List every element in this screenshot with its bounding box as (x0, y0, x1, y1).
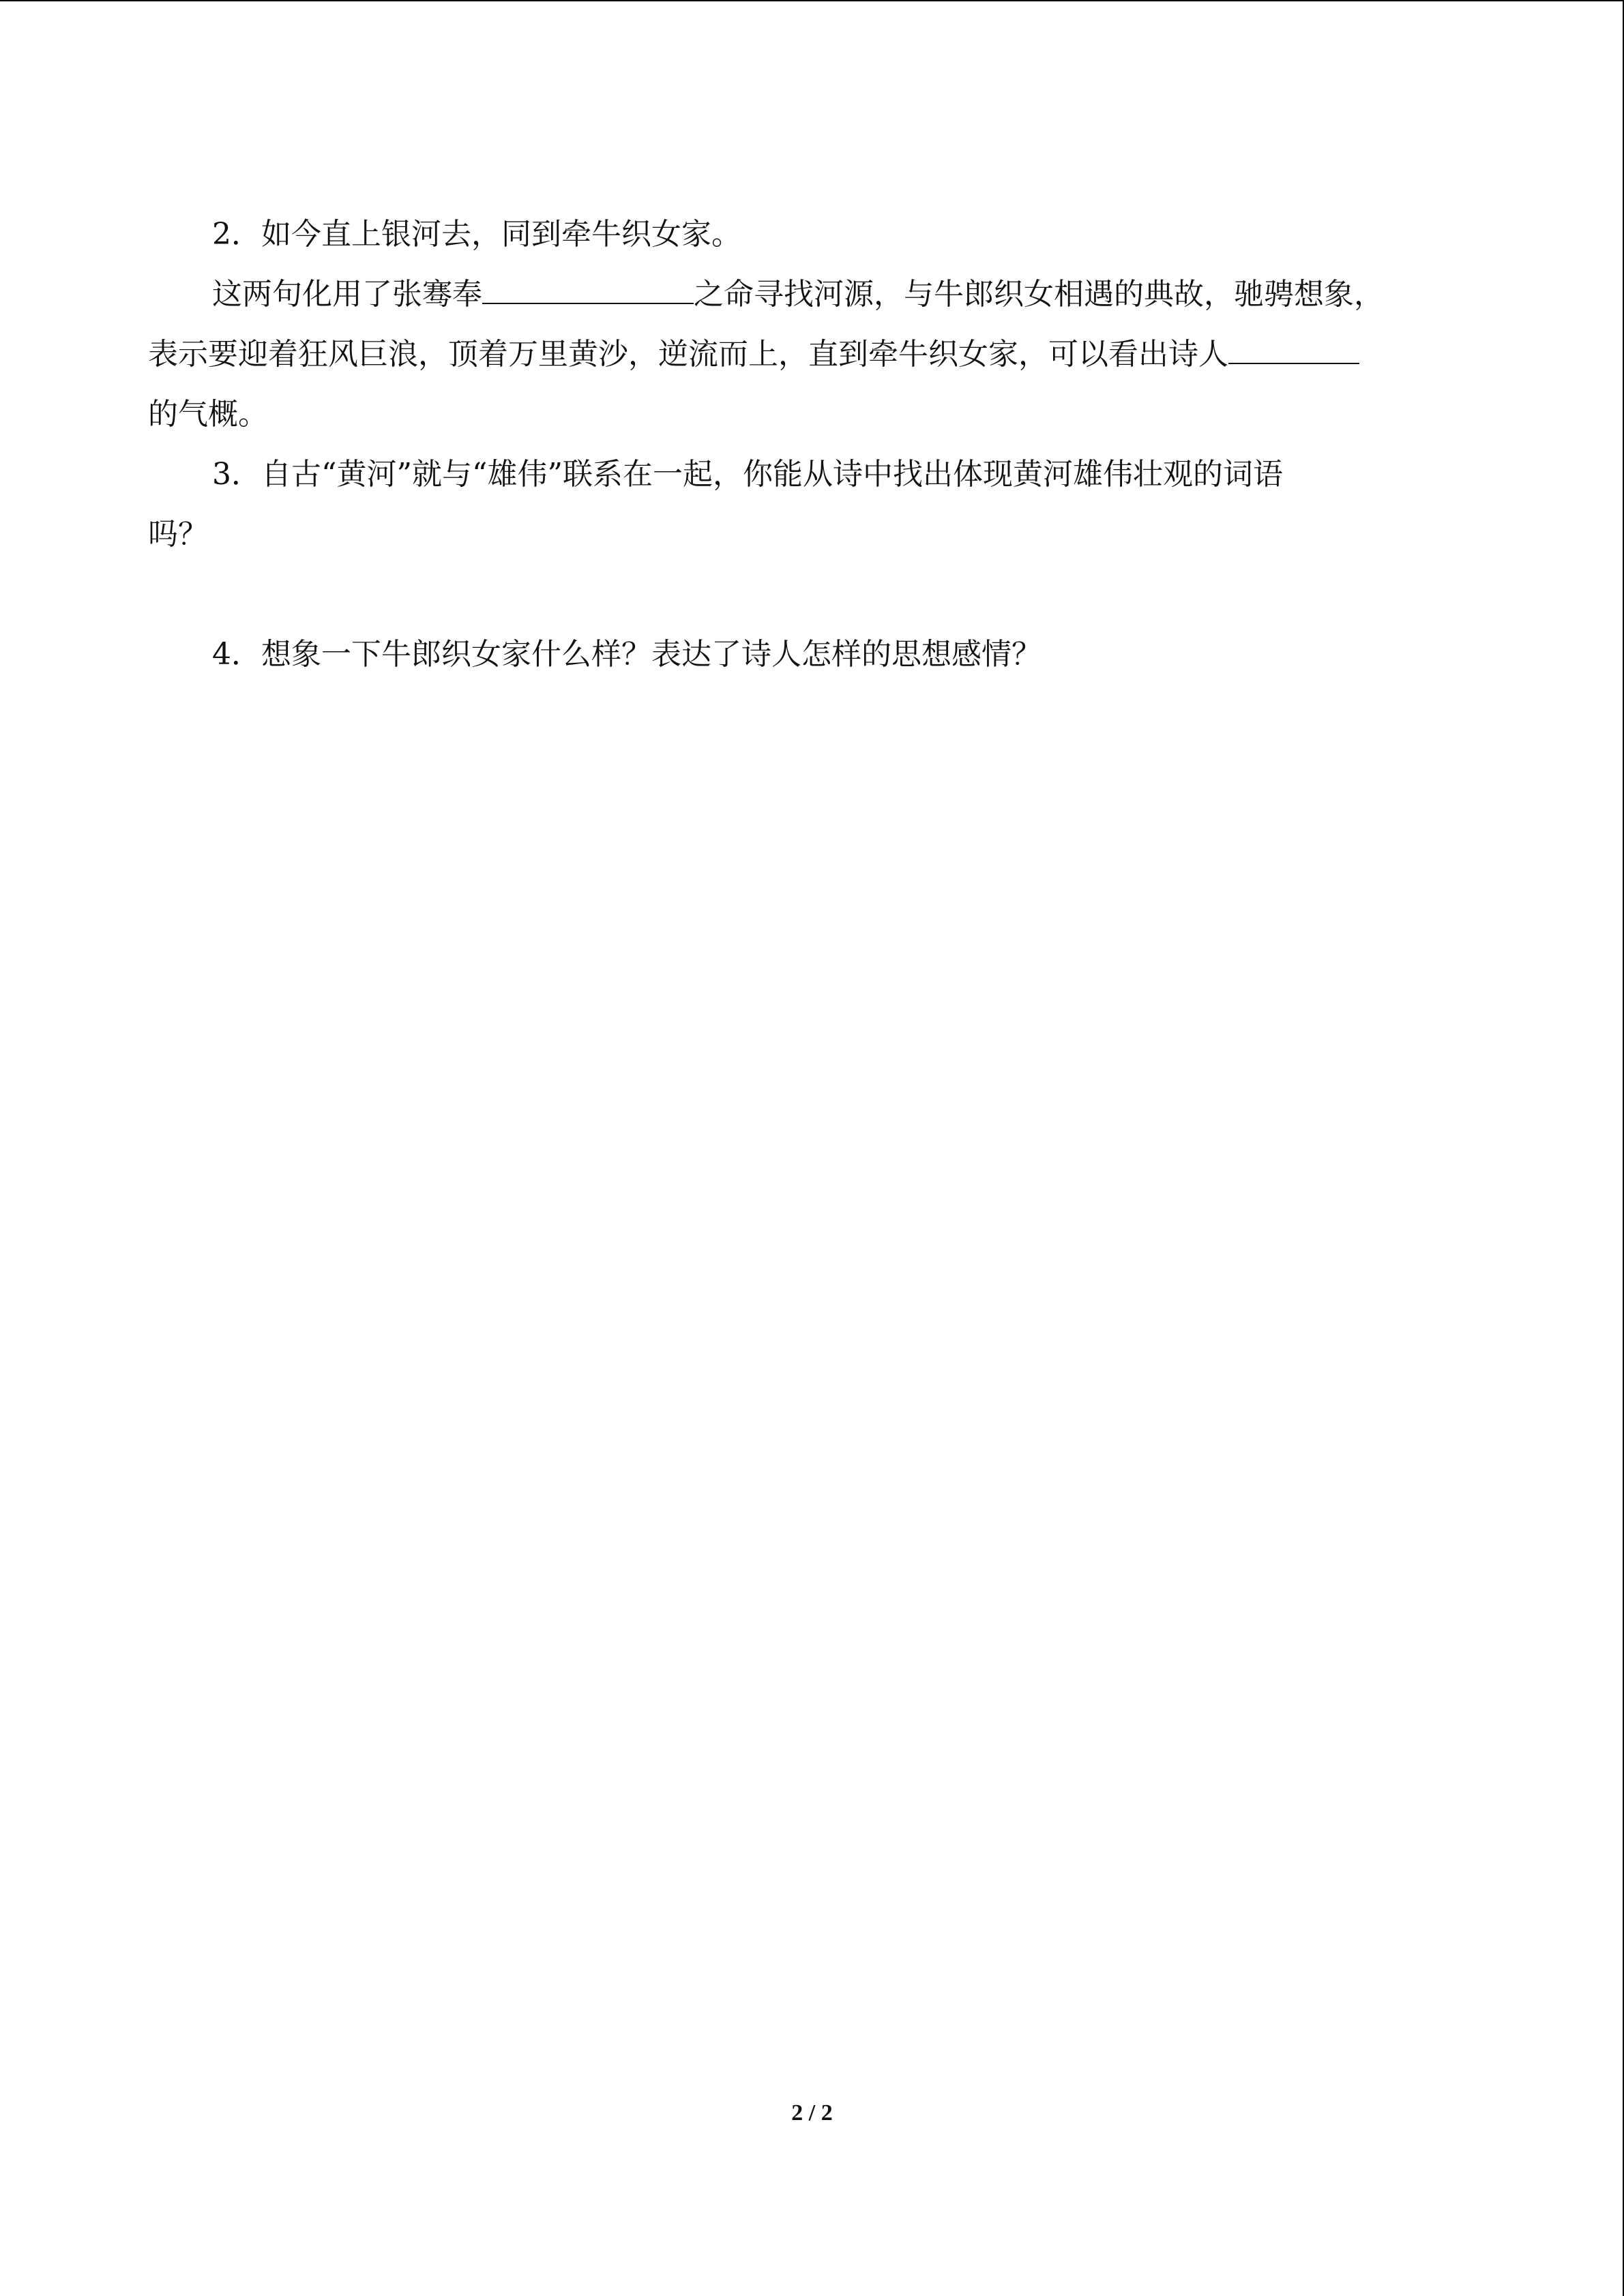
answer-blank-2[interactable] (1228, 333, 1359, 364)
answer-blank-1[interactable] (482, 273, 694, 304)
text-segment: 之命寻找河源，与牛郎织女相遇的典故，驰骋想象， (694, 277, 1384, 312)
document-body (148, 205, 1458, 685)
question-4-line: 4．想象一下牛郎织女家什么样？表达了诗人怎样的思想感情？ (212, 637, 1042, 672)
text-segment: 这两句化用了张骞奉 (212, 277, 482, 312)
question-3-line-2: 吗？ (148, 517, 208, 552)
question-2-answer-line-2 (148, 325, 1458, 385)
question-3-line-1: 3．自古“黄河”就与“雄伟”联系在一起，你能从诗中找出体现黄河雄伟壮观的词语 (212, 457, 1283, 492)
spacer (148, 565, 1458, 625)
question-2-line: 2．如今直上银河去，同到牵牛织女家。 (212, 217, 741, 252)
text-segment: 表示要迎着狂风巨浪，顶着万里黄沙，逆流而上，直到牵牛织女家，可以看出诗人 (148, 337, 1228, 372)
question-2-answer-line-1 (148, 265, 1458, 325)
page-number: 2 / 2 (791, 2100, 833, 2126)
question-2-answer-line-3: 的气概。 (148, 397, 268, 432)
